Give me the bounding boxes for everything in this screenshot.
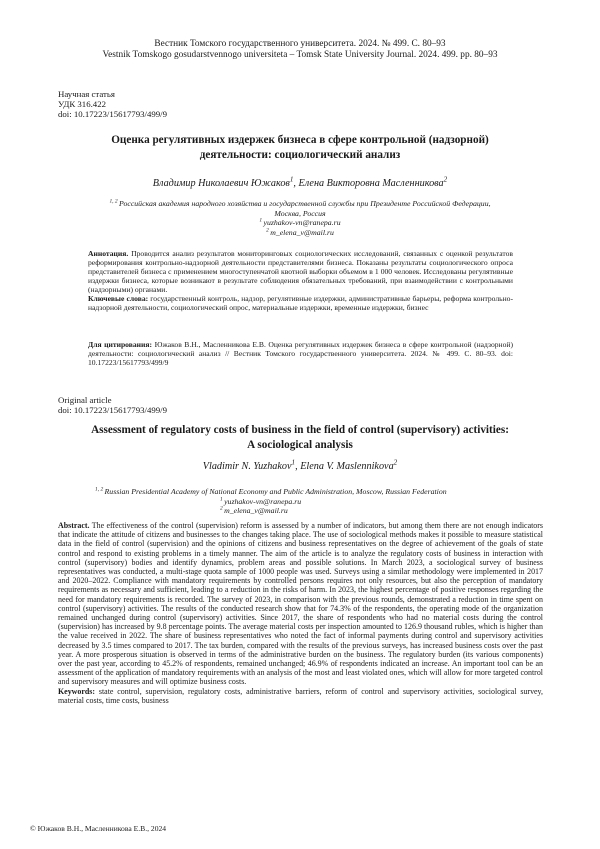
- ru-title-line1: Оценка регулятивных издержек бизнеса в сфере контрольной (надзорной): [111, 134, 489, 146]
- ru-doi: doi: 10.17223/15617793/499/9: [58, 109, 167, 119]
- en-author2-sup: 2: [393, 458, 398, 467]
- en-aff-line1: Russian Presidential Academy of National Economy and Public Administration, Moscow, Russian Federation: [104, 487, 447, 496]
- en-meta: [58, 395, 167, 415]
- en-email1-sup: 1: [220, 496, 225, 502]
- ru-email2-sup: 2: [266, 227, 271, 234]
- journal-header: [0, 39, 600, 61]
- ru-keywords-text: государственный контроль, надзор, регулятивные издержки, административные барьеры, реформа контрольно-надзорной деятельности, социологический опрос, материальные издержки, временные издержки, бизнес: [88, 294, 513, 313]
- en-author-sep: ,: [295, 461, 301, 472]
- ru-author-sep: ,: [293, 178, 299, 189]
- journal-header-ru: Вестник Томского государственного университета. 2024. № 499. С. 80–93: [154, 39, 446, 49]
- en-title-line2: A sociological analysis: [247, 439, 353, 451]
- ru-citation: [88, 340, 513, 367]
- ru-title: [60, 133, 540, 163]
- ru-author1-sup: 1: [289, 175, 294, 184]
- ru-cite-label: Для цитирования:: [88, 340, 153, 349]
- ru-authors: [40, 175, 560, 190]
- ru-keywords-para: [88, 294, 513, 312]
- ru-email1: yuzhakov-vn@ranepa.ru: [263, 218, 341, 228]
- ru-udk: УДК 316.422: [58, 99, 106, 109]
- ru-affiliation: [40, 199, 560, 237]
- en-authors: [40, 458, 560, 473]
- ru-meta: [58, 89, 167, 119]
- en-abstract-para: [58, 521, 543, 687]
- en-title: [40, 423, 560, 453]
- ru-abstract-text: Проводится анализ результатов мониторинговых социологических исследований, связанных с оценкой результатов реформирования контрольно-надзорной деятельности представителями бизнеса. Показаны результаты социологического опроса представителей бизнеса с применением многоступенчатой квотной выборки объемом в 1 000 человек. Исследованы регулятивные издержки бизнеса, которые возникают в результате соблюдения обязательных требований, при взаимодействии с контрольными (надзорными) органами.: [88, 249, 513, 295]
- journal-header-en: Vestnik Tomskogo gosudarstvennogo universiteta – Tomsk State University Journal. 2024. 499. pp. 80–93: [102, 50, 498, 60]
- ru-aff-sup: 1, 2: [109, 198, 119, 205]
- en-abstract-text: The effectiveness of the control (supervision) reform is assessed by a number of indicators, but among them there are not enough indicators that indicate the attitude of citizens and businesses to the changes taking place. The use of sociological methods makes it possible to measure statistical data in the field of control (supervision) and the opinions of citizens and business representatives on the degree of achievement of the goals of state control and respond to existing problems in a timely manner. The aim of the article is to analyze the regulatory costs of business in interaction with control (supervisory) bodies and identify dynamics, problem areas and possible solutions. In March 2023, a sociological survey of business representatives was conducted, a multi-stage quota sample of 1000 people was used. Surveys using a similar methodology were implemented in 2017 and 2020–2022. Compliance with mandatory requirements by controlled persons requires not only resources, but also the perception of mandatory requirements as necessary and sufficient, leading to a reduction in the risks of harm. In 2023, the highest percentage of positive responses regarding the need for mandatory requirements is recorded. The survey of 2023, in comparison with the previous rounds, demonstrated a reduction in time spent on control (supervisory) activities. The results of the conducted research show that for 74.3% of the respondents, the operating mode of the organization remained unchanged during control (supervisory) activities. Since 2017, the share of respondents who had no material costs during the control (supervision) has increased by 9.8 percentage points. The average material costs per inspection amounted to 126.9 thousand rubles, which is higher than the value received in 2022. The share of business representatives who noted the fact of informal payments during control and supervisory activities decreased by 3.5 times compared to 2017. The tax burden, compared with the results of the previous surveys, has increased business costs over the past year. A more prosperous situation is observed in terms of the administrative burden on the business. The regulatory burden (its various components) over the past year, according to 45.2% of respondents, remained unchanged; 46.9% of respondents indicated an increase. An important tool can be an assessment of the application of mandatory requirements with an analysis of the most and least violated ones, which will allow for more targeted control and supervisory measures and will optimize business costs.: [58, 521, 543, 687]
- en-email1: yuzhakov-vn@ranepa.ru: [224, 496, 302, 506]
- ru-author2-sup: 2: [443, 175, 448, 184]
- ru-abstract-para: [88, 249, 513, 294]
- en-article-type: Original article: [58, 395, 112, 405]
- en-author1: Vladimir N. Yuzhakov: [202, 461, 292, 472]
- en-email2-sup: 2: [220, 505, 225, 512]
- ru-article-type: Научная статья: [58, 89, 115, 99]
- ru-aff-line2: Москва, Россия: [274, 208, 326, 218]
- copyright-footer: © Южаков В.Н., Масленникова Е.В., 2024: [30, 824, 167, 833]
- en-doi: doi: 10.17223/15617793/499/9: [58, 405, 167, 415]
- en-author2: Elena V. Maslennikova: [300, 461, 394, 472]
- ru-author2: Елена Викторовна Масленникова: [298, 178, 444, 189]
- ru-email1-sup: 1: [259, 217, 264, 224]
- ru-cite-text: Южаков В.Н., Масленникова Е.В. Оценка регулятивных издержек бизнеса в сфере контрольной (надзорной) деятельности: социологический анализ // Вестник Томского государственного университета. 2024. № 499. С. 80–93. doi: 10.17223/15617793/499/9: [88, 340, 513, 368]
- en-aff-sup: 1, 2: [95, 486, 105, 493]
- en-abstract-label: Abstract.: [58, 521, 90, 530]
- en-keywords-para: [58, 687, 543, 705]
- ru-keywords-label: Ключевые слова:: [88, 294, 149, 304]
- en-email2: m_elena_v@mail.ru: [224, 506, 288, 516]
- en-abstract: [58, 521, 543, 705]
- ru-author1: Владимир Николаевич Южаков: [152, 178, 290, 189]
- ru-email2: m_elena_v@mail.ru: [270, 227, 334, 237]
- ru-abstract: [88, 249, 513, 312]
- en-affiliation: [95, 487, 525, 516]
- en-title-line1: Assessment of regulatory costs of business in the field of control (supervisory) activities:: [91, 424, 509, 436]
- en-author1-sup: 1: [291, 458, 296, 467]
- en-keywords-text: state control, supervision, regulatory costs, administrative barriers, reform of control and supervisory activities, sociological survey, material costs, time costs, business: [58, 686, 543, 705]
- ru-aff-line1: Российская академия народного хозяйства и государственной службы при Президенте Российской Федерации,: [118, 199, 491, 208]
- en-keywords-label: Keywords:: [58, 686, 96, 696]
- ru-abstract-label: Аннотация.: [88, 249, 129, 258]
- ru-title-line2: деятельности: социологический анализ: [199, 149, 401, 161]
